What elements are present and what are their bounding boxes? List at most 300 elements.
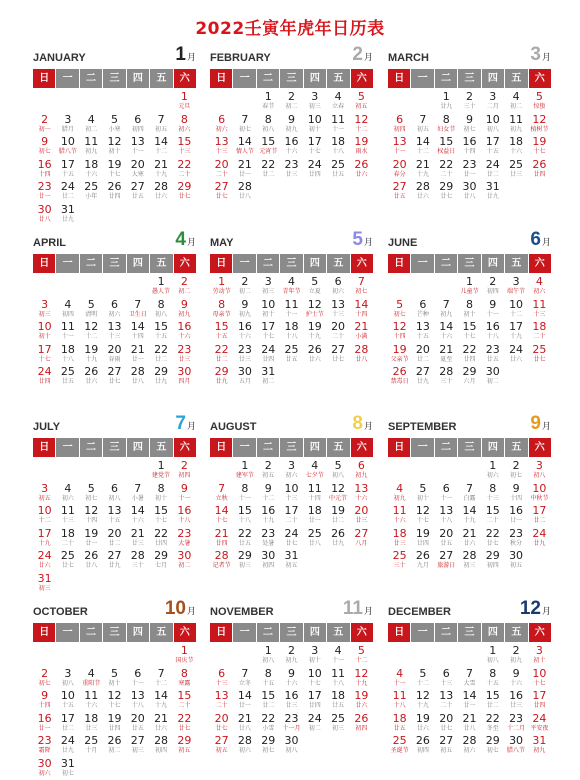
- day-cell[interactable]: [326, 321, 349, 344]
- day-cell[interactable]: [33, 181, 56, 204]
- day-cell[interactable]: [411, 550, 434, 573]
- day-cell[interactable]: [280, 114, 303, 137]
- day-cell[interactable]: [149, 528, 172, 551]
- day-cell[interactable]: [388, 668, 411, 691]
- day-cell[interactable]: [528, 276, 551, 299]
- day-cell[interactable]: [233, 136, 256, 159]
- day-cell[interactable]: [458, 114, 481, 137]
- day-cell[interactable]: [504, 528, 527, 551]
- day-cell[interactable]: [257, 505, 280, 528]
- day-cell[interactable]: [435, 299, 458, 322]
- day-cell[interactable]: [257, 321, 280, 344]
- day-cell[interactable]: [350, 91, 373, 114]
- day-cell[interactable]: [33, 344, 56, 367]
- day-cell[interactable]: [280, 299, 303, 322]
- day-cell[interactable]: [350, 276, 373, 299]
- day-cell[interactable]: [210, 181, 233, 204]
- day-cell[interactable]: [233, 460, 256, 483]
- day-cell[interactable]: [388, 713, 411, 736]
- day-cell[interactable]: [481, 645, 504, 668]
- day-cell[interactable]: [33, 758, 56, 780]
- day-cell[interactable]: [388, 114, 411, 137]
- day-cell[interactable]: [33, 505, 56, 528]
- day-cell[interactable]: [504, 276, 527, 299]
- day-cell[interactable]: [257, 483, 280, 506]
- day-cell[interactable]: [481, 690, 504, 713]
- day-cell[interactable]: [350, 460, 373, 483]
- day-cell[interactable]: [233, 550, 256, 573]
- day-cell[interactable]: [458, 321, 481, 344]
- day-cell[interactable]: [504, 483, 527, 506]
- day-cell[interactable]: [33, 114, 56, 137]
- day-cell[interactable]: [528, 344, 551, 367]
- day-cell[interactable]: [504, 136, 527, 159]
- day-cell[interactable]: [388, 505, 411, 528]
- day-cell[interactable]: [528, 713, 551, 736]
- day-cell[interactable]: [481, 321, 504, 344]
- day-cell[interactable]: [56, 528, 79, 551]
- day-cell[interactable]: [257, 528, 280, 551]
- day-cell[interactable]: [411, 136, 434, 159]
- day-cell[interactable]: [458, 483, 481, 506]
- day-cell[interactable]: [103, 136, 126, 159]
- day-cell[interactable]: [481, 159, 504, 182]
- day-cell[interactable]: [210, 735, 233, 758]
- day-cell[interactable]: [56, 690, 79, 713]
- day-cell[interactable]: [303, 690, 326, 713]
- day-cell[interactable]: [435, 321, 458, 344]
- day-cell[interactable]: [350, 299, 373, 322]
- day-cell[interactable]: [303, 159, 326, 182]
- day-cell[interactable]: [173, 460, 196, 483]
- day-cell[interactable]: [257, 114, 280, 137]
- day-cell[interactable]: [233, 181, 256, 204]
- day-cell[interactable]: [280, 505, 303, 528]
- day-cell[interactable]: [435, 505, 458, 528]
- day-cell[interactable]: [56, 366, 79, 389]
- day-cell[interactable]: [481, 91, 504, 114]
- day-cell[interactable]: [388, 550, 411, 573]
- day-cell[interactable]: [528, 528, 551, 551]
- day-cell[interactable]: [80, 366, 103, 389]
- day-cell[interactable]: [126, 713, 149, 736]
- day-cell[interactable]: [80, 528, 103, 551]
- day-cell[interactable]: [56, 114, 79, 137]
- day-cell[interactable]: [103, 159, 126, 182]
- day-cell[interactable]: [504, 645, 527, 668]
- day-cell[interactable]: [350, 690, 373, 713]
- day-cell[interactable]: [388, 299, 411, 322]
- day-cell[interactable]: [210, 366, 233, 389]
- day-cell[interactable]: [326, 483, 349, 506]
- day-cell[interactable]: [350, 344, 373, 367]
- day-cell[interactable]: [257, 645, 280, 668]
- day-cell[interactable]: [411, 690, 434, 713]
- day-cell[interactable]: [233, 713, 256, 736]
- day-cell[interactable]: [280, 136, 303, 159]
- day-cell[interactable]: [149, 321, 172, 344]
- day-cell[interactable]: [210, 136, 233, 159]
- day-cell[interactable]: [149, 735, 172, 758]
- day-cell[interactable]: [411, 344, 434, 367]
- day-cell[interactable]: [481, 136, 504, 159]
- day-cell[interactable]: [103, 114, 126, 137]
- day-cell[interactable]: [103, 690, 126, 713]
- day-cell[interactable]: [303, 91, 326, 114]
- day-cell[interactable]: [458, 713, 481, 736]
- day-cell[interactable]: [173, 690, 196, 713]
- day-cell[interactable]: [149, 299, 172, 322]
- day-cell[interactable]: [233, 528, 256, 551]
- day-cell[interactable]: [350, 483, 373, 506]
- day-cell[interactable]: [435, 528, 458, 551]
- day-cell[interactable]: [303, 136, 326, 159]
- day-cell[interactable]: [528, 159, 551, 182]
- day-cell[interactable]: [458, 159, 481, 182]
- day-cell[interactable]: [458, 344, 481, 367]
- day-cell[interactable]: [173, 483, 196, 506]
- day-cell[interactable]: [280, 460, 303, 483]
- day-cell[interactable]: [173, 159, 196, 182]
- day-cell[interactable]: [528, 460, 551, 483]
- day-cell[interactable]: [149, 460, 172, 483]
- day-cell[interactable]: [257, 713, 280, 736]
- day-cell[interactable]: [173, 91, 196, 114]
- day-cell[interactable]: [435, 483, 458, 506]
- day-cell[interactable]: [233, 668, 256, 691]
- day-cell[interactable]: [504, 668, 527, 691]
- day-cell[interactable]: [149, 713, 172, 736]
- day-cell[interactable]: [350, 114, 373, 137]
- day-cell[interactable]: [435, 550, 458, 573]
- day-cell[interactable]: [411, 366, 434, 389]
- day-cell[interactable]: [504, 344, 527, 367]
- day-cell[interactable]: [33, 321, 56, 344]
- day-cell[interactable]: [411, 668, 434, 691]
- day-cell[interactable]: [103, 505, 126, 528]
- day-cell[interactable]: [33, 136, 56, 159]
- day-cell[interactable]: [458, 505, 481, 528]
- day-cell[interactable]: [173, 668, 196, 691]
- day-cell[interactable]: [173, 550, 196, 573]
- day-cell[interactable]: [504, 299, 527, 322]
- day-cell[interactable]: [210, 114, 233, 137]
- day-cell[interactable]: [126, 114, 149, 137]
- day-cell[interactable]: [303, 528, 326, 551]
- day-cell[interactable]: [528, 114, 551, 137]
- day-cell[interactable]: [280, 668, 303, 691]
- day-cell[interactable]: [326, 136, 349, 159]
- day-cell[interactable]: [350, 713, 373, 736]
- day-cell[interactable]: [303, 276, 326, 299]
- day-cell[interactable]: [326, 460, 349, 483]
- day-cell[interactable]: [411, 735, 434, 758]
- day-cell[interactable]: [173, 136, 196, 159]
- day-cell[interactable]: [126, 550, 149, 573]
- day-cell[interactable]: [126, 159, 149, 182]
- day-cell[interactable]: [350, 528, 373, 551]
- day-cell[interactable]: [233, 690, 256, 713]
- day-cell[interactable]: [126, 181, 149, 204]
- day-cell[interactable]: [481, 550, 504, 573]
- day-cell[interactable]: [326, 91, 349, 114]
- day-cell[interactable]: [435, 668, 458, 691]
- day-cell[interactable]: [80, 344, 103, 367]
- day-cell[interactable]: [233, 114, 256, 137]
- day-cell[interactable]: [56, 299, 79, 322]
- day-cell[interactable]: [458, 735, 481, 758]
- day-cell[interactable]: [280, 550, 303, 573]
- day-cell[interactable]: [33, 735, 56, 758]
- day-cell[interactable]: [458, 181, 481, 204]
- day-cell[interactable]: [350, 645, 373, 668]
- day-cell[interactable]: [233, 483, 256, 506]
- day-cell[interactable]: [210, 344, 233, 367]
- day-cell[interactable]: [103, 528, 126, 551]
- day-cell[interactable]: [350, 321, 373, 344]
- day-cell[interactable]: [173, 528, 196, 551]
- day-cell[interactable]: [435, 136, 458, 159]
- day-cell[interactable]: [103, 366, 126, 389]
- day-cell[interactable]: [210, 276, 233, 299]
- day-cell[interactable]: [33, 668, 56, 691]
- day-cell[interactable]: [233, 505, 256, 528]
- day-cell[interactable]: [103, 668, 126, 691]
- day-cell[interactable]: [280, 159, 303, 182]
- day-cell[interactable]: [126, 344, 149, 367]
- day-cell[interactable]: [173, 181, 196, 204]
- day-cell[interactable]: [257, 550, 280, 573]
- day-cell[interactable]: [411, 159, 434, 182]
- day-cell[interactable]: [481, 366, 504, 389]
- day-cell[interactable]: [56, 344, 79, 367]
- day-cell[interactable]: [257, 735, 280, 758]
- day-cell[interactable]: [388, 344, 411, 367]
- day-cell[interactable]: [80, 690, 103, 713]
- day-cell[interactable]: [80, 114, 103, 137]
- day-cell[interactable]: [149, 366, 172, 389]
- day-cell[interactable]: [280, 483, 303, 506]
- day-cell[interactable]: [528, 645, 551, 668]
- day-cell[interactable]: [350, 505, 373, 528]
- day-cell[interactable]: [528, 299, 551, 322]
- day-cell[interactable]: [504, 460, 527, 483]
- day-cell[interactable]: [126, 366, 149, 389]
- day-cell[interactable]: [149, 114, 172, 137]
- day-cell[interactable]: [233, 344, 256, 367]
- day-cell[interactable]: [388, 159, 411, 182]
- day-cell[interactable]: [528, 690, 551, 713]
- day-cell[interactable]: [149, 483, 172, 506]
- day-cell[interactable]: [481, 344, 504, 367]
- day-cell[interactable]: [210, 321, 233, 344]
- day-cell[interactable]: [280, 344, 303, 367]
- day-cell[interactable]: [350, 136, 373, 159]
- day-cell[interactable]: [303, 460, 326, 483]
- day-cell[interactable]: [126, 668, 149, 691]
- day-cell[interactable]: [504, 159, 527, 182]
- day-cell[interactable]: [481, 505, 504, 528]
- day-cell[interactable]: [173, 735, 196, 758]
- day-cell[interactable]: [458, 136, 481, 159]
- day-cell[interactable]: [458, 668, 481, 691]
- day-cell[interactable]: [56, 713, 79, 736]
- day-cell[interactable]: [481, 299, 504, 322]
- day-cell[interactable]: [173, 114, 196, 137]
- day-cell[interactable]: [257, 276, 280, 299]
- day-cell[interactable]: [504, 550, 527, 573]
- day-cell[interactable]: [504, 114, 527, 137]
- day-cell[interactable]: [411, 321, 434, 344]
- day-cell[interactable]: [103, 483, 126, 506]
- day-cell[interactable]: [481, 713, 504, 736]
- day-cell[interactable]: [388, 366, 411, 389]
- day-cell[interactable]: [411, 299, 434, 322]
- day-cell[interactable]: [303, 505, 326, 528]
- day-cell[interactable]: [504, 91, 527, 114]
- day-cell[interactable]: [326, 645, 349, 668]
- day-cell[interactable]: [80, 321, 103, 344]
- day-cell[interactable]: [435, 181, 458, 204]
- day-cell[interactable]: [528, 668, 551, 691]
- day-cell[interactable]: [388, 181, 411, 204]
- day-cell[interactable]: [280, 276, 303, 299]
- day-cell[interactable]: [149, 668, 172, 691]
- day-cell[interactable]: [481, 483, 504, 506]
- day-cell[interactable]: [33, 690, 56, 713]
- day-cell[interactable]: [481, 181, 504, 204]
- day-cell[interactable]: [80, 159, 103, 182]
- day-cell[interactable]: [280, 321, 303, 344]
- day-cell[interactable]: [388, 690, 411, 713]
- day-cell[interactable]: [149, 690, 172, 713]
- day-cell[interactable]: [458, 91, 481, 114]
- day-cell[interactable]: [233, 366, 256, 389]
- day-cell[interactable]: [458, 690, 481, 713]
- day-cell[interactable]: [411, 528, 434, 551]
- day-cell[interactable]: [411, 483, 434, 506]
- day-cell[interactable]: [388, 483, 411, 506]
- day-cell[interactable]: [33, 299, 56, 322]
- day-cell[interactable]: [326, 690, 349, 713]
- day-cell[interactable]: [411, 713, 434, 736]
- day-cell[interactable]: [56, 483, 79, 506]
- day-cell[interactable]: [257, 91, 280, 114]
- day-cell[interactable]: [411, 505, 434, 528]
- day-cell[interactable]: [149, 550, 172, 573]
- day-cell[interactable]: [173, 645, 196, 668]
- day-cell[interactable]: [280, 713, 303, 736]
- day-cell[interactable]: [504, 690, 527, 713]
- day-cell[interactable]: [303, 713, 326, 736]
- day-cell[interactable]: [103, 344, 126, 367]
- day-cell[interactable]: [303, 114, 326, 137]
- day-cell[interactable]: [280, 735, 303, 758]
- day-cell[interactable]: [233, 276, 256, 299]
- day-cell[interactable]: [528, 483, 551, 506]
- day-cell[interactable]: [103, 550, 126, 573]
- day-cell[interactable]: [458, 550, 481, 573]
- day-cell[interactable]: [233, 735, 256, 758]
- day-cell[interactable]: [126, 136, 149, 159]
- day-cell[interactable]: [103, 321, 126, 344]
- day-cell[interactable]: [126, 321, 149, 344]
- day-cell[interactable]: [149, 159, 172, 182]
- day-cell[interactable]: [210, 690, 233, 713]
- day-cell[interactable]: [326, 276, 349, 299]
- day-cell[interactable]: [481, 528, 504, 551]
- day-cell[interactable]: [173, 321, 196, 344]
- day-cell[interactable]: [56, 735, 79, 758]
- day-cell[interactable]: [388, 735, 411, 758]
- day-cell[interactable]: [326, 114, 349, 137]
- day-cell[interactable]: [56, 159, 79, 182]
- day-cell[interactable]: [411, 181, 434, 204]
- day-cell[interactable]: [326, 713, 349, 736]
- day-cell[interactable]: [56, 550, 79, 573]
- day-cell[interactable]: [303, 668, 326, 691]
- day-cell[interactable]: [210, 713, 233, 736]
- day-cell[interactable]: [481, 735, 504, 758]
- day-cell[interactable]: [257, 136, 280, 159]
- day-cell[interactable]: [326, 505, 349, 528]
- day-cell[interactable]: [149, 344, 172, 367]
- day-cell[interactable]: [80, 136, 103, 159]
- day-cell[interactable]: [103, 735, 126, 758]
- day-cell[interactable]: [257, 366, 280, 389]
- day-cell[interactable]: [149, 276, 172, 299]
- day-cell[interactable]: [435, 366, 458, 389]
- day-cell[interactable]: [103, 181, 126, 204]
- day-cell[interactable]: [56, 321, 79, 344]
- day-cell[interactable]: [173, 299, 196, 322]
- day-cell[interactable]: [56, 505, 79, 528]
- day-cell[interactable]: [56, 136, 79, 159]
- day-cell[interactable]: [326, 668, 349, 691]
- day-cell[interactable]: [303, 645, 326, 668]
- day-cell[interactable]: [481, 460, 504, 483]
- day-cell[interactable]: [80, 550, 103, 573]
- day-cell[interactable]: [257, 460, 280, 483]
- day-cell[interactable]: [173, 505, 196, 528]
- day-cell[interactable]: [481, 668, 504, 691]
- day-cell[interactable]: [388, 136, 411, 159]
- day-cell[interactable]: [326, 299, 349, 322]
- day-cell[interactable]: [435, 114, 458, 137]
- day-cell[interactable]: [388, 528, 411, 551]
- day-cell[interactable]: [303, 344, 326, 367]
- day-cell[interactable]: [103, 713, 126, 736]
- day-cell[interactable]: [388, 321, 411, 344]
- day-cell[interactable]: [257, 344, 280, 367]
- day-cell[interactable]: [103, 299, 126, 322]
- day-cell[interactable]: [481, 114, 504, 137]
- day-cell[interactable]: [149, 136, 172, 159]
- day-cell[interactable]: [257, 159, 280, 182]
- day-cell[interactable]: [149, 505, 172, 528]
- day-cell[interactable]: [280, 690, 303, 713]
- day-cell[interactable]: [504, 735, 527, 758]
- day-cell[interactable]: [435, 713, 458, 736]
- day-cell[interactable]: [435, 159, 458, 182]
- day-cell[interactable]: [528, 91, 551, 114]
- day-cell[interactable]: [80, 299, 103, 322]
- day-cell[interactable]: [528, 136, 551, 159]
- day-cell[interactable]: [149, 181, 172, 204]
- day-cell[interactable]: [303, 321, 326, 344]
- day-cell[interactable]: [33, 550, 56, 573]
- day-cell[interactable]: [80, 668, 103, 691]
